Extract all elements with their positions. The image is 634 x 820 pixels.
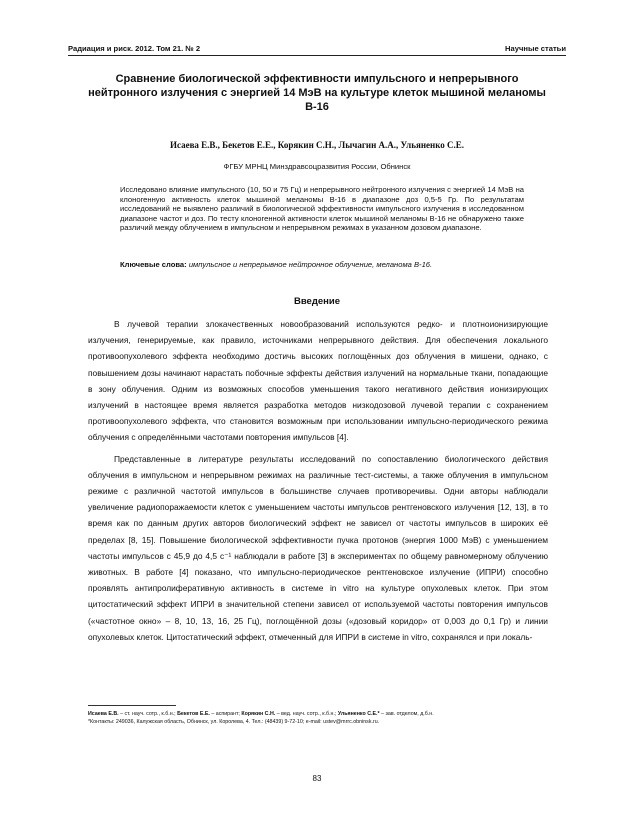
keywords-label: Ключевые слова:	[120, 260, 187, 269]
header-rule	[68, 55, 566, 56]
abstract: Исследовано влияние импульсного (10, 50 и 75 Гц) и непрерывного нейтронного излучения с энергией 14 МэВ на клоногенную активность клеток мышиной меланомы В-16 в диапазоне доз 0,5-5 Гр. По результатам исследований не выявлено различий в биологической эффективности импульсного излучения в исследованном диапазоне частот и доз. По тесту клоногенной активности клеток мышиной меланомы В-16 не обнаружено также различий между облучением в импульсном и непрерывном режимах в указанном дозовом диапазоне.	[120, 185, 524, 233]
contacts-footnote: *Контакты: 249036, Калужская область, Обнинск, ул. Королева, 4. Тел.: (48439) 9-72-10; e-mail: ustev@mrrc.obninsk.ru.	[88, 719, 380, 725]
affiliation: ФГБУ МРНЦ Минздравсоцразвития России, Обнинск	[223, 162, 411, 171]
keywords	[120, 260, 524, 269]
footnote-rule	[88, 705, 176, 706]
paragraph: В лучевой терапии злокачественных новообразований используются редко- и плотноионизирующие излучения, генерируемые, как правило, источниками непрерывного действия. Для обеспечения локального противоопухолевого эффекта необходимо достичь высоких поглощённых доз облучения в мишени, однако, с повышением дозы начинают нарастать побочные эффекты действия излучений на нормальные ткани, попадающие в зону облучения. Одним из возможных способов уменьшения такого негативного действия ионизирующих излучений в настоящее время является разработка методов низкодозовой лучевой терапии с сохранением противоопухолевого эффекта, что становится возможным при использовании импульсно-периодического режима облучения с определёнными частотами повторения импульсов [4].	[88, 319, 548, 443]
author-info-footnote: Исаева Е.В. – ст. науч. сотр., к.б.н.; Бекетов Е.Е. – аспирант; Корякин С.Н. – вед. науч. сотр., к.б.н.; Ульяненко С.Е.* – зав. отделом, д.б.н.	[88, 711, 434, 717]
body-text	[88, 316, 548, 650]
footnotes	[88, 710, 548, 726]
keywords-value: импульсное и непрерывное нейтронное облучение, меланома В-16.	[188, 260, 433, 269]
section-label: Научные статьи	[505, 44, 566, 53]
page-number: 83	[312, 774, 322, 783]
article-title: Сравнение биологической эффективности импульсного и непрерывного нейтронного излучения с энергией 14 МэВ на культуре клеток мышиной меланомы В-16	[88, 73, 546, 113]
paragraph: Представленные в литературе результаты исследований по сопоставлению биологического действия облучения в импульсном и непрерывном режимах на различные тест-системы, а также облучения в импульсном режиме с различной частотой импульсов в большинстве случаев противоречивы. Одни авторы наблюдали увеличение радиопоражаемости клеток с уменьшением частоты импульсов рентгеновского излучения [12, 13], в то время как по данным других авторов биологический эффект не зависел от частоты импульсов в широких её пределах [8, 15]. Повышение биологической эффективности пучка протонов (энергия 1000 МэВ) с уменьшением частоты импульсов с 45,9 до 4,5 с⁻¹ наблюдали в работе [3] в экспериментах по общему равномерному облучению животных. В работе [4] показано, что импульсно-периодическое рентгеновское излучение (ИПРИ) способно проявлять антипролиферативную активность в системе in vitro на культуре опухолевых клеток. При этом цитостатический эффект ИПРИ в значительной степени зависел от используемой частоты повторения импульсов («частотное окно» – 8, 10, 13, 16, 25 Гц), поглощённой дозы («дозовый коридор» от 0,003 до 0,1 Гр) и линии опухолевых клеток. Цитостатический эффект, отмеченный для ИПРИ в системе in vitro, сохранялся и при локаль-	[88, 453, 548, 642]
journal-citation: Радиация и риск. 2012. Том 21. № 2	[68, 44, 201, 53]
section-heading: Введение	[293, 296, 341, 307]
author-list: Исаева Е.В., Бекетов Е.Е., Корякин С.Н., Лычагин А.А., Ульяненко С.Е.	[169, 140, 465, 150]
